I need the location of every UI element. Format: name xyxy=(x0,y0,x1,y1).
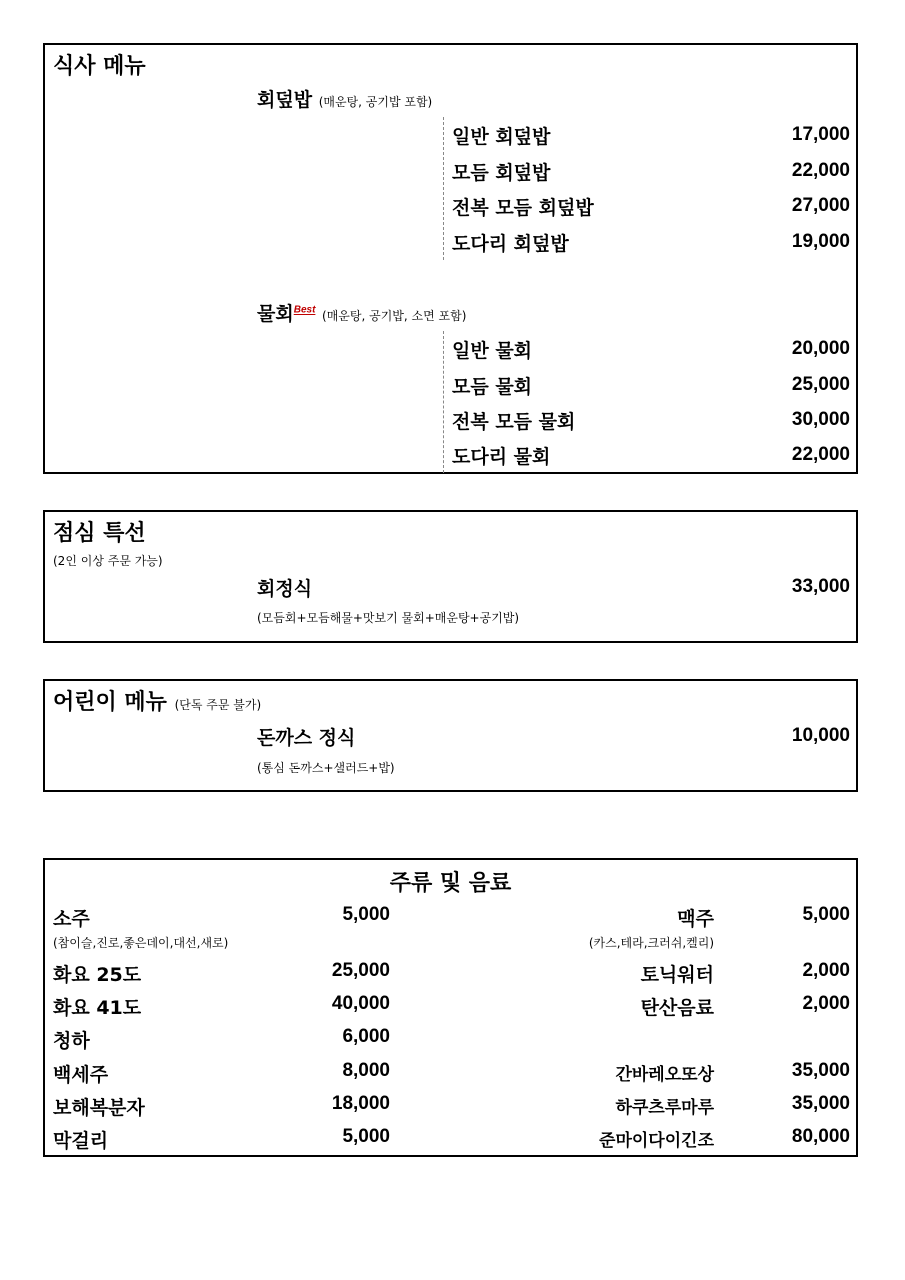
beer-note: (카스,테라,크러쉬,켈리) xyxy=(588,936,714,950)
menu-item-price: 17,000 xyxy=(791,124,850,145)
kids-menu-item: 돈까스 정식 xyxy=(257,727,356,749)
hoe-dup-bap-note: (매운탕, 공기밥 포함) xyxy=(318,95,433,109)
lunch-special-desc: (모듬회+모듬해물+맛보기 물회+매운탕+공기밥) xyxy=(257,611,520,625)
drink-name: 보해복분자 xyxy=(53,1097,145,1119)
kids-menu-price: 10,000 xyxy=(791,725,850,746)
drink-name: 준마이다이긴조 xyxy=(599,1131,714,1151)
kids-menu-heading xyxy=(53,685,261,716)
drinks-title: 주류 및 음료 xyxy=(389,871,512,896)
drink-price: 6,000 xyxy=(342,1026,390,1047)
menu-item-price: 27,000 xyxy=(791,195,850,216)
meal-menu-title: 식사 메뉴 xyxy=(53,54,146,79)
drink-name: 화요 41도 xyxy=(53,997,142,1019)
drink-price: 40,000 xyxy=(331,993,390,1014)
hoe-dup-bap-name: 회덮밥 xyxy=(257,89,313,111)
meal-menu-section xyxy=(43,43,858,474)
soju-note: (참이슬,진로,좋은데이,대선,새로) xyxy=(53,936,229,950)
drink-price: 2,000 xyxy=(802,993,850,1014)
menu-item-name: 모듬 물회 xyxy=(452,376,533,398)
hoe-divider xyxy=(443,117,444,260)
drink-price: 8,000 xyxy=(342,1060,390,1081)
kids-menu-section xyxy=(43,679,858,792)
drink-name: 백세주 xyxy=(53,1064,109,1086)
drink-price: 35,000 xyxy=(791,1093,850,1114)
menu-item-name: 도다리 회덮밥 xyxy=(452,233,569,255)
menu-item-name: 일반 물회 xyxy=(452,340,533,362)
drink-price: 18,000 xyxy=(331,1093,390,1114)
hoe-dup-bap-heading xyxy=(257,85,432,112)
lunch-special-note: (2인 이상 주문 가능) xyxy=(53,554,163,568)
mulhoe-name: 물회 xyxy=(257,303,294,325)
drink-name: 청하 xyxy=(53,1030,90,1052)
menu-item-price: 20,000 xyxy=(791,338,850,359)
drink-name: 하쿠츠루마루 xyxy=(615,1098,714,1118)
kids-menu-title: 어린이 메뉴 xyxy=(53,690,167,715)
menu-item-price: 25,000 xyxy=(791,374,850,395)
drink-price: 5,000 xyxy=(342,904,390,925)
drink-price: 5,000 xyxy=(802,904,850,925)
lunch-special-price: 33,000 xyxy=(791,576,850,597)
kids-menu-note: (단독 주문 불가) xyxy=(174,698,262,712)
menu-item-name: 도다리 물회 xyxy=(452,446,551,468)
lunch-special-item: 회정식 xyxy=(257,578,313,600)
drink-name: 토닉워터 xyxy=(640,964,714,986)
drink-name: 화요 25도 xyxy=(53,964,142,986)
drinks-section xyxy=(43,858,858,1157)
lunch-special-title: 점심 특선 xyxy=(53,521,146,546)
drink-name: 맥주 xyxy=(677,908,714,930)
kids-menu-desc: (통심 돈까스+샐러드+밥) xyxy=(257,761,395,775)
drink-name: 막걸리 xyxy=(53,1130,109,1152)
drink-name: 소주 xyxy=(53,908,90,930)
menu-item-price: 22,000 xyxy=(791,444,850,465)
mulhoe-heading xyxy=(257,299,466,326)
menu-item-name: 전복 모듬 회덮밥 xyxy=(452,197,594,219)
mulhoe-note: (매운탕, 공기밥, 소면 포함) xyxy=(322,309,467,323)
drink-name: 탄산음료 xyxy=(640,997,714,1019)
menu-item-name: 일반 회덮밥 xyxy=(452,126,551,148)
drink-price: 5,000 xyxy=(342,1126,390,1147)
best-badge: Best xyxy=(293,304,316,316)
drink-name: 간바레오또상 xyxy=(615,1065,714,1085)
lunch-special-section xyxy=(43,510,858,643)
drink-price: 80,000 xyxy=(791,1126,850,1147)
drink-price: 2,000 xyxy=(802,960,850,981)
drink-price: 35,000 xyxy=(791,1060,850,1081)
drink-price: 25,000 xyxy=(331,960,390,981)
menu-item-name: 전복 모듬 물회 xyxy=(452,411,576,433)
menu-item-name: 모듬 회덮밥 xyxy=(452,162,551,184)
menu-item-price: 22,000 xyxy=(791,160,850,181)
mulhoe-divider xyxy=(443,331,444,473)
menu-item-price: 19,000 xyxy=(791,231,850,252)
menu-item-price: 30,000 xyxy=(791,409,850,430)
